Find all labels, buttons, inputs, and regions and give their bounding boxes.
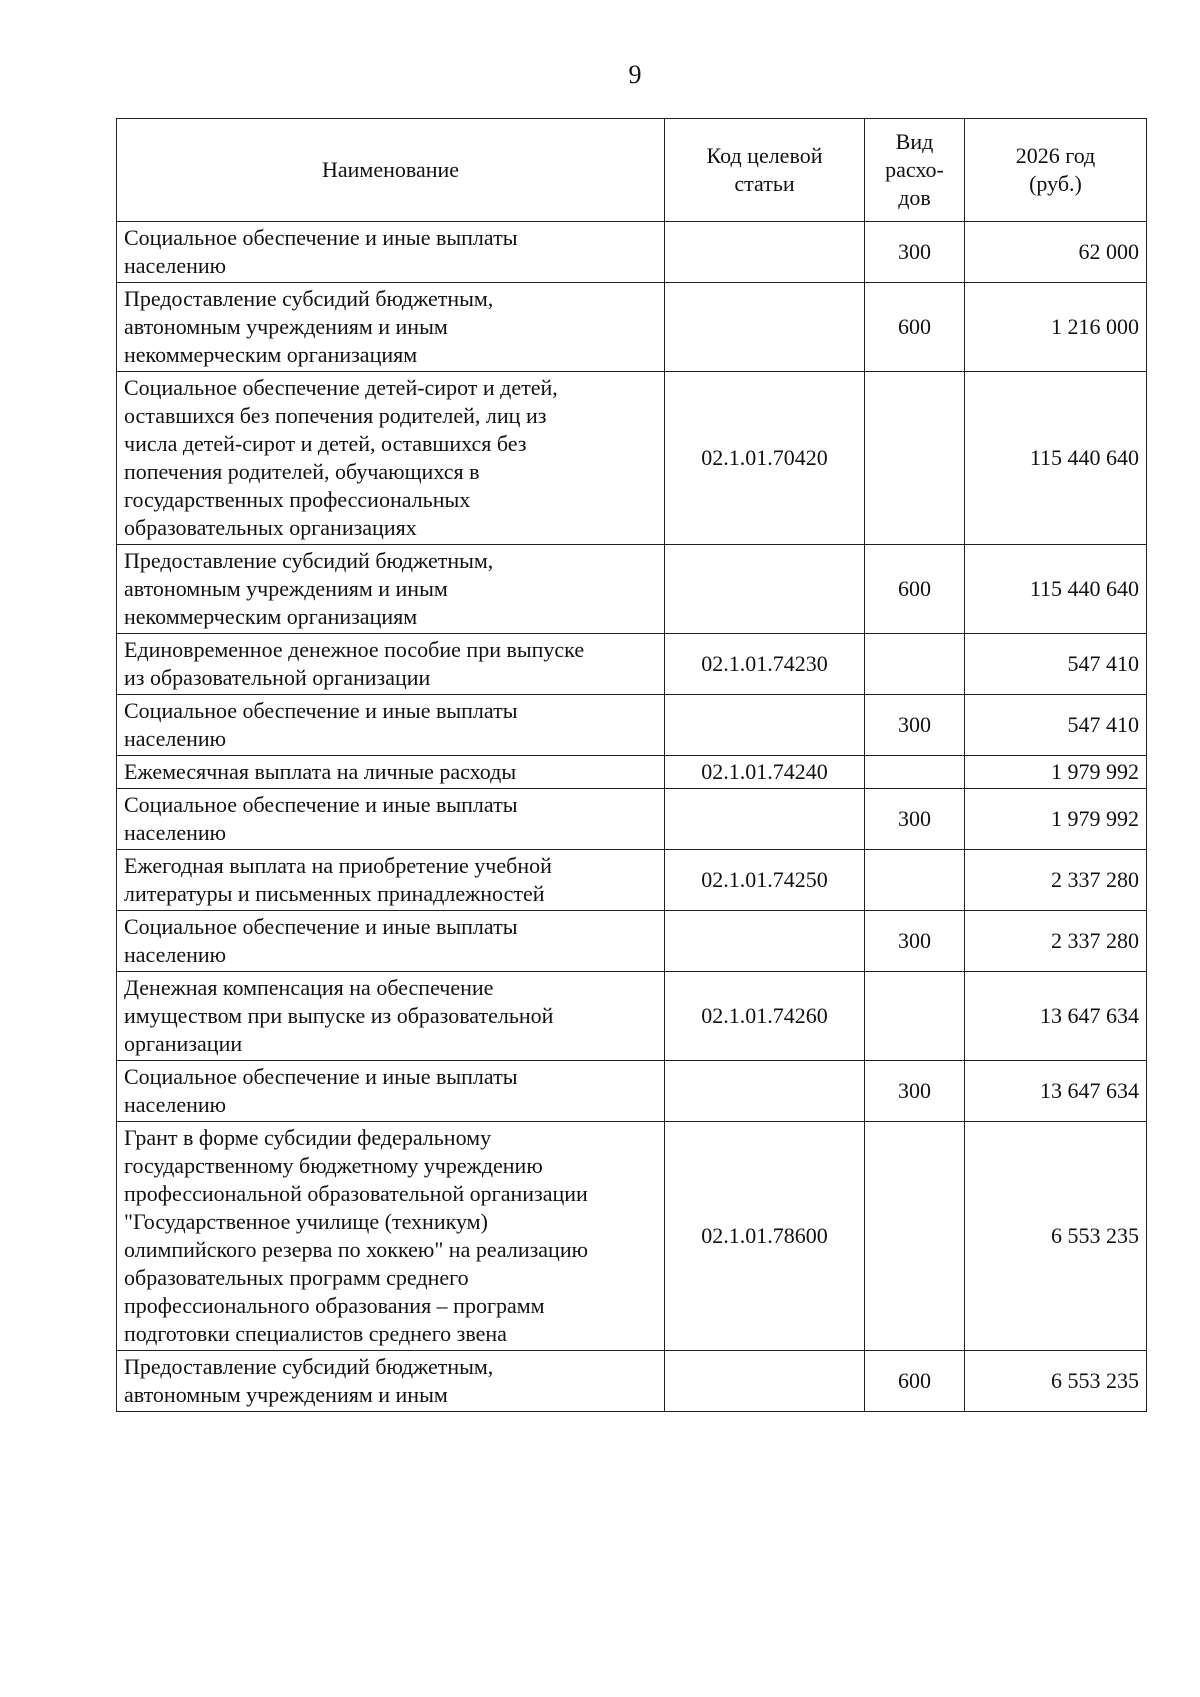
row-name-cell: Предоставление субсидий бюджетным, автономным учреждениям и иным некоммерческим организациям xyxy=(117,283,665,372)
row-sum-cell: 13 647 634 xyxy=(965,972,1147,1061)
table-row xyxy=(117,789,1147,850)
row-sum-cell: 547 410 xyxy=(965,634,1147,695)
table-row xyxy=(117,756,1147,789)
table-row xyxy=(117,850,1147,911)
row-kind-cell: 300 xyxy=(865,789,965,850)
table-row xyxy=(117,283,1147,372)
row-kind-cell: 300 xyxy=(865,1061,965,1122)
row-kind-cell xyxy=(865,972,965,1061)
row-kind-cell xyxy=(865,756,965,789)
header-code: Код целевой статьи xyxy=(665,119,865,222)
row-kind-cell xyxy=(865,1122,965,1351)
table-row xyxy=(117,1061,1147,1122)
row-name-cell: Социальное обеспечение и иные выплаты населению xyxy=(117,1061,665,1122)
row-code-cell xyxy=(665,1351,865,1412)
table-row xyxy=(117,222,1147,283)
row-code-cell xyxy=(665,283,865,372)
row-kind-cell: 300 xyxy=(865,222,965,283)
row-code-cell: 02.1.01.74230 xyxy=(665,634,865,695)
table-row xyxy=(117,1351,1147,1412)
header-name: Наименование xyxy=(117,119,665,222)
row-code-cell xyxy=(665,222,865,283)
page-number: 9 xyxy=(628,60,642,89)
table-row xyxy=(117,634,1147,695)
row-name-cell: Единовременное денежное пособие при выпуске из образовательной организации xyxy=(117,634,665,695)
row-code-cell: 02.1.01.74250 xyxy=(665,850,865,911)
table-row xyxy=(117,1122,1147,1351)
row-kind-cell xyxy=(865,634,965,695)
row-name-cell: Денежная компенсация на обеспечение имуществом при выпуске из образовательной организации xyxy=(117,972,665,1061)
row-name-cell: Социальное обеспечение и иные выплаты населению xyxy=(117,789,665,850)
row-sum-cell: 2 337 280 xyxy=(965,850,1147,911)
row-sum-cell: 115 440 640 xyxy=(965,372,1147,545)
row-sum-cell: 547 410 xyxy=(965,695,1147,756)
row-sum-cell: 6 553 235 xyxy=(965,1351,1147,1412)
row-kind-cell: 600 xyxy=(865,1351,965,1412)
row-name-cell: Ежемесячная выплата на личные расходы xyxy=(117,756,665,789)
row-code-cell xyxy=(665,695,865,756)
row-code-cell xyxy=(665,789,865,850)
row-kind-cell xyxy=(865,372,965,545)
row-kind-cell xyxy=(865,850,965,911)
row-code-cell xyxy=(665,1061,865,1122)
row-name-cell: Социальное обеспечение и иные выплаты населению xyxy=(117,911,665,972)
table-row xyxy=(117,372,1147,545)
row-kind-cell: 600 xyxy=(865,545,965,634)
row-name-cell: Предоставление субсидий бюджетным, автономным учреждениям и иным xyxy=(117,1351,665,1412)
row-sum-cell: 1 979 992 xyxy=(965,756,1147,789)
row-kind-cell: 300 xyxy=(865,911,965,972)
row-name-cell: Грант в форме субсидии федеральному государственному бюджетному учреждению профессиональной образовательной организации "Государственное училище (техникум) олимпийского резерва по хоккею" на реализацию образовательных программ среднего профессионального образования – программ подготовки специалистов среднего звена xyxy=(117,1122,665,1351)
row-code-cell: 02.1.01.78600 xyxy=(665,1122,865,1351)
row-sum-cell: 2 337 280 xyxy=(965,911,1147,972)
row-name-cell: Социальное обеспечение и иные выплаты населению xyxy=(117,695,665,756)
row-sum-cell: 115 440 640 xyxy=(965,545,1147,634)
row-kind-cell: 300 xyxy=(865,695,965,756)
row-name-cell: Ежегодная выплата на приобретение учебной литературы и письменных принадлежностей xyxy=(117,850,665,911)
table-row xyxy=(117,695,1147,756)
table-row xyxy=(117,545,1147,634)
row-sum-cell: 6 553 235 xyxy=(965,1122,1147,1351)
header-sum: 2026 год (руб.) xyxy=(965,119,1147,222)
row-kind-cell: 600 xyxy=(865,283,965,372)
row-sum-cell: 13 647 634 xyxy=(965,1061,1147,1122)
row-sum-cell: 62 000 xyxy=(965,222,1147,283)
table-header-row xyxy=(117,119,1147,222)
row-code-cell xyxy=(665,911,865,972)
row-name-cell: Социальное обеспечение детей-сирот и детей, оставшихся без попечения родителей, лиц из числа детей-сирот и детей, оставшихся без попечения родителей, обучающихся в государственных профессиональных образовательных организациях xyxy=(117,372,665,545)
row-name-cell: Предоставление субсидий бюджетным, автономным учреждениям и иным некоммерческим организациям xyxy=(117,545,665,634)
row-sum-cell: 1 979 992 xyxy=(965,789,1147,850)
row-code-cell: 02.1.01.70420 xyxy=(665,372,865,545)
row-code-cell: 02.1.01.74260 xyxy=(665,972,865,1061)
row-code-cell xyxy=(665,545,865,634)
row-sum-cell: 1 216 000 xyxy=(965,283,1147,372)
row-name-cell: Социальное обеспечение и иные выплаты населению xyxy=(117,222,665,283)
row-code-cell: 02.1.01.74240 xyxy=(665,756,865,789)
header-kind: Вид расхо- дов xyxy=(865,119,965,222)
table-row xyxy=(117,911,1147,972)
table-row xyxy=(117,972,1147,1061)
budget-table xyxy=(116,118,1147,1412)
